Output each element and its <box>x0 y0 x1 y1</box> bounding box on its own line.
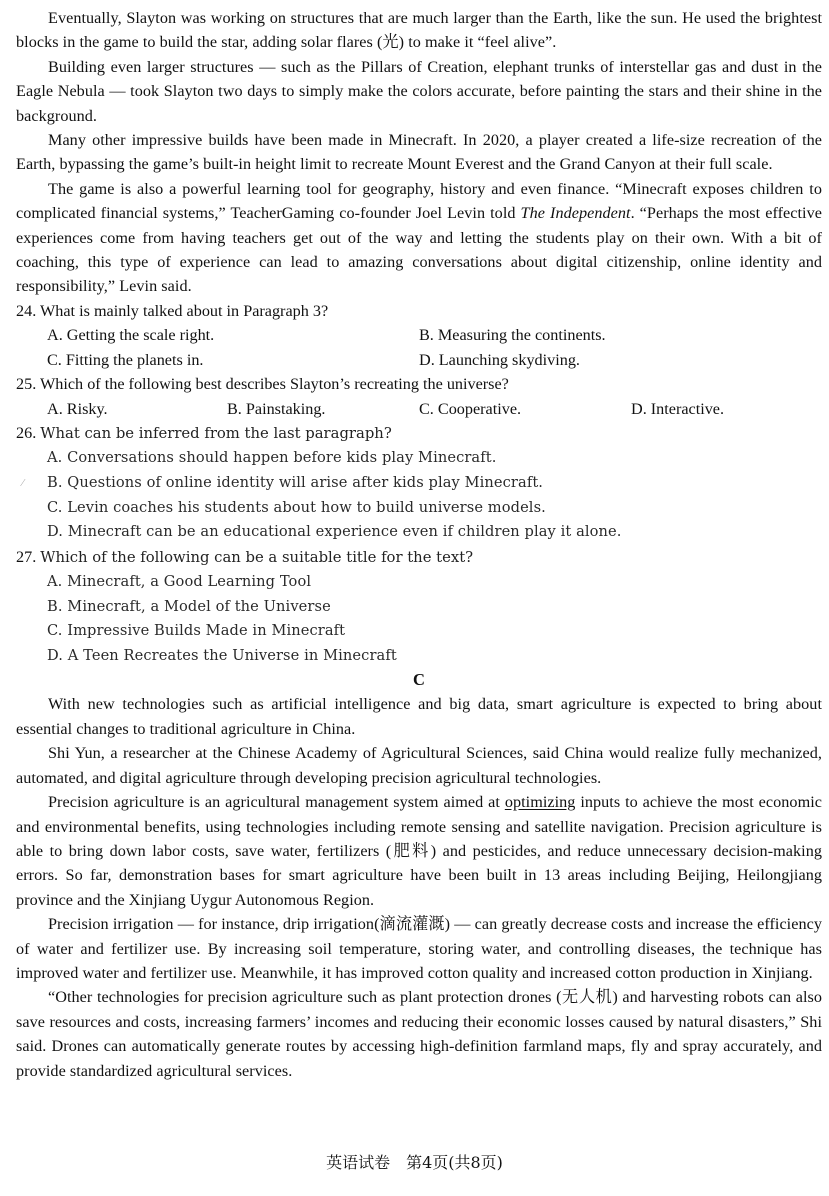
options <box>16 570 822 668</box>
passage-c <box>16 692 822 1083</box>
options <box>16 446 822 544</box>
option-a[interactable]: A. Risky. <box>47 399 108 418</box>
question-27 <box>16 545 822 669</box>
paragraph: Shi Yun, a researcher at the Chinese Academy of Agricultural Sciences, said China would realize fully mechanized, automated, and digital agriculture through developing precision agricultural technologies. <box>16 744 822 787</box>
question-number: 25. <box>16 375 37 394</box>
paragraph: Eventually, Slayton was working on structures that are much larger than the Earth, like the sun. He used the brightest blocks in the game to build the star, adding solar flares (光) to make it “feel alive”. <box>16 9 822 52</box>
publication-name: The Independent <box>520 204 631 223</box>
paragraph: With new technologies such as artificial intelligence and big data, smart agriculture is expected to bring about essential changes to traditional agriculture in China. <box>16 695 822 738</box>
options <box>16 323 822 372</box>
option-a[interactable]: A. Conversations should happen before kids play Minecraft. <box>47 449 497 467</box>
question-stem <box>16 372 822 396</box>
paragraph-text: . “Perhaps the most effective experiences come from having teachers get out of the way and letting the students play on their own. With a bit of coaching, this type of experience can lead to amazing conversations about digital citizenship, online identity and responsibility,” Levin said. <box>16 204 822 296</box>
option-c[interactable]: C. Fitting the planets in. <box>47 350 204 369</box>
question-text: What can be inferred from the last paragraph? <box>40 424 392 442</box>
question-stem <box>16 421 822 446</box>
option-b[interactable]: B. Measuring the continents. <box>419 326 606 345</box>
paragraph-text: The game is also a powerful learning tool for geography, history and even finance. “Minecraft exposes children to complicated financial systems,” TeacherGaming co-founder Joel Levin told <box>16 179 822 223</box>
paragraph-with-underline <box>16 790 822 912</box>
underlined-word: optimizing <box>504 793 576 812</box>
option-c[interactable]: C. Cooperative. <box>419 399 522 418</box>
option-b[interactable]: B. Painstaking. <box>227 399 326 418</box>
option-d[interactable]: D. Interactive. <box>631 399 725 418</box>
paragraph-with-citation <box>16 177 822 299</box>
question-number: 24. <box>16 301 37 320</box>
section-heading-c: C <box>413 670 425 690</box>
question-26 <box>16 421 822 545</box>
question-number: 26. <box>16 423 37 442</box>
paragraph-text: Precision agriculture is an agricultural management system aimed at <box>48 793 505 812</box>
question-stem <box>16 545 822 570</box>
question-text: What is mainly talked about in Paragraph 3? <box>40 301 329 320</box>
exam-page <box>16 6 822 1083</box>
question-number: 27. <box>16 547 37 566</box>
question-text: Which of the following best describes Slayton’s recreating the universe? <box>40 375 509 394</box>
page-footer: 英语试卷 第4页(共8页) <box>326 1153 503 1172</box>
paragraph: Precision irrigation — for instance, drip irrigation(滴流灌溉) — can greatly decrease costs and increase the efficiency of water and fertilizer use. By increasing soil temperature, storing water, and controlling diseases, the technique has improved water and fertilizer use. Meanwhile, it has improved cotton quality and increased cotton production in Xinjiang. <box>16 915 822 982</box>
option-b[interactable]: B. Questions of online identity will arise after kids play Minecraft. <box>47 473 544 491</box>
question-text: Which of the following can be a suitable title for the text? <box>40 548 474 566</box>
paragraph: Building even larger structures — such as the Pillars of Creation, elephant trunks of interstellar gas and dust in the Eagle Nebula — took Slayton two days to simply make the colors accurate, before painting the stars and their shine in the background. <box>16 57 822 125</box>
option-a[interactable]: A. Minecraft, a Good Learning Tool <box>47 573 312 591</box>
paragraph-text: inputs to achieve the most economic and environmental benefits, using technologies including remote sensing and satellite navigation. Precision agriculture is able to bring down labor costs, save water, fertilizers (肥料) and pesticides, and reduce unnecessary decision-making errors. So far, demonstration bases for smart agriculture have been built in 13 areas including Beijing, Heilongjiang province and the Xinjiang Uygur Autonomous Region. <box>16 793 823 909</box>
option-a[interactable]: A. Getting the scale right. <box>47 326 215 345</box>
passage-b-tail <box>16 6 822 299</box>
paragraph: Many other impressive builds have been made in Minecraft. In 2020, a player created a life-size recreation of the Earth, bypassing the game’s built-in height limit to recreate Mount Everest and the Grand Canyon at their full scale. <box>16 131 822 174</box>
option-d[interactable]: D. Launching skydiving. <box>419 350 580 369</box>
option-d[interactable]: D. A Teen Recreates the Universe in Minecraft <box>47 646 397 664</box>
option-b[interactable]: B. Minecraft, a Model of the Universe <box>47 597 331 615</box>
option-c[interactable]: C. Impressive Builds Made in Minecraft <box>47 622 346 640</box>
option-c[interactable]: C. Levin coaches his students about how to build universe models. <box>47 498 546 516</box>
question-25 <box>16 372 822 421</box>
question-stem <box>16 299 822 323</box>
option-d[interactable]: D. Minecraft can be an educational experience even if children play it alone. <box>47 523 622 541</box>
scan-artifact-mark: ⁄ <box>22 478 24 489</box>
question-24 <box>16 299 822 372</box>
options <box>16 397 822 421</box>
paragraph: “Other technologies for precision agriculture such as plant protection drones (无人机) and harvesting robots can also save resources and costs, increasing farmers’ incomes and reducing their economic losses caused by natural disasters,” Shi said. Drones can automatically generate routes by accessing high-definition farmland maps, fly and spray accurately, and provide standardized agricultural services. <box>16 988 822 1080</box>
